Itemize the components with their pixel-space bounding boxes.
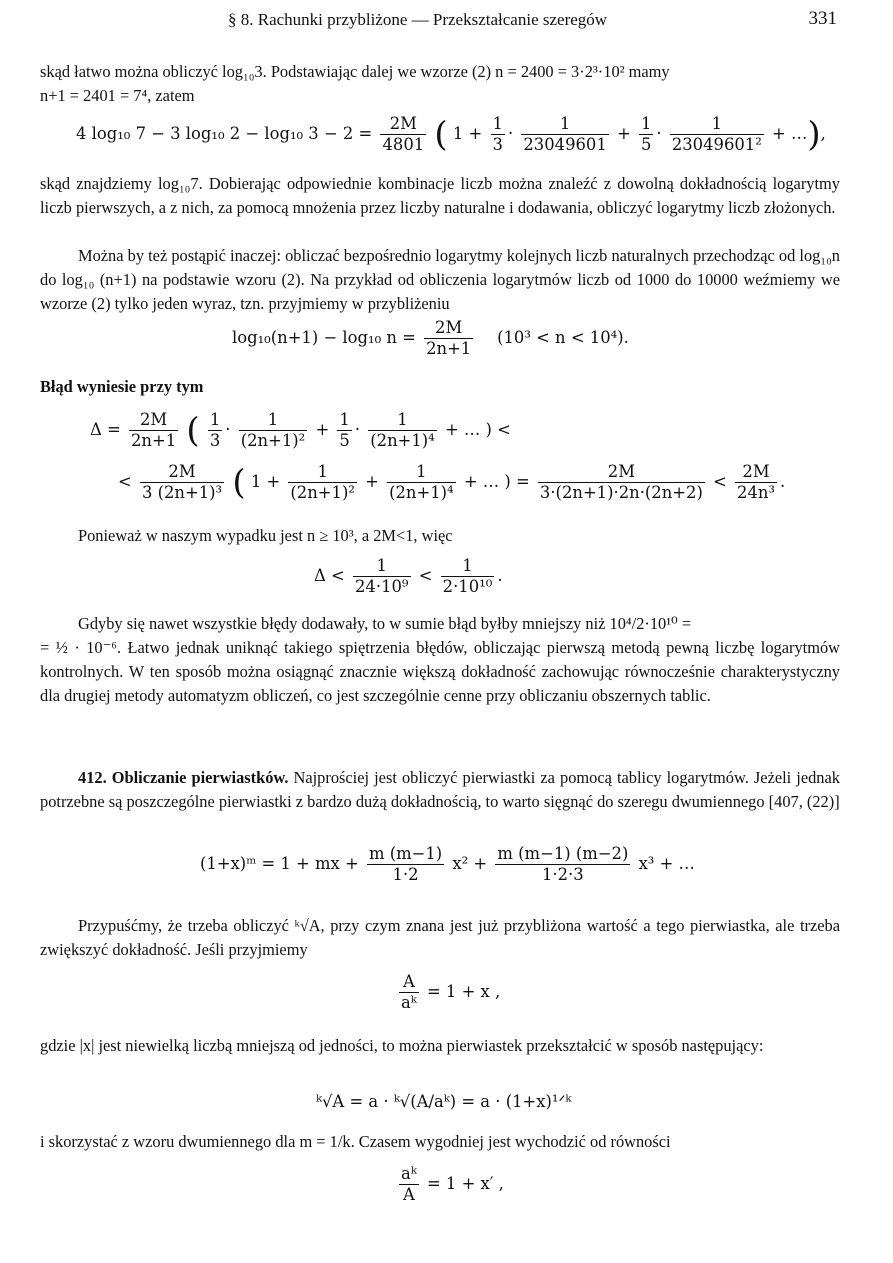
paragraph-3: Można by też postąpić inaczej: obliczać bezpośrednio logarytmy kolejnych liczb naturalnych przechodząc od log₁₀n do log₁₀ (n+1) na podstawie wzoru (2). Na przykład od obliczenia logarytmów liczb od 1000 do 10000 weźmiemy we wzorze (2) tylko jeden wyraz, tzn. przyjmiemy w przybliżeniu xyxy=(40,246,840,313)
section-title: Obliczanie pierwiastków. xyxy=(111,768,289,787)
paragraph-2: skąd znajdziemy log₁₀7. Dobierając odpowiednie kombinacje liczb można znaleźć z dowolną dokładnością logarytmy liczb pierwszych, a z nich, za pomocą mnożenia przez liczby naturalne i dodawania, obliczyć logarytmy liczb złożonych. xyxy=(40,174,840,217)
paragraph-9: i skorzystać z wzoru dwumiennego dla m = 1/k. Czasem wygodniej jest wychodzić od równości xyxy=(40,1132,671,1151)
equation-a-over-ak: $\frac{A}{\text{aᵏ}}$ = 1 + x , xyxy=(401,972,501,1012)
page-header xyxy=(40,10,837,34)
equation-error-bound-1: Δ = $\frac{2M}{2n+1}$ ( $\frac{1}{3}$ · $\frac{1}{\text{(2n+1)²}}$ + $\frac{1}{5}$ · $\frac{1}{\text{(2n+1)⁴}}$ + … ) < xyxy=(90,410,511,451)
paragraph-4: Błąd wyniesie przy tym xyxy=(40,377,204,396)
fraction-2m-4801: $\frac{2M}{4801}$ xyxy=(382,114,425,154)
equation-root-transform: ᵏ√A = a · ᵏ√(A/aᵏ) = a · (1+x)¹ᐟᵏ xyxy=(316,1092,572,1111)
paragraph-1-line-1: skąd łatwo można obliczyć log₁₀3. Podstawiając dalej we wzorze (2) n = 2400 = 3·2³·10² mamy xyxy=(40,62,670,81)
page-number: 331 xyxy=(808,8,837,29)
equation-log7: 4 log₁₀ 7 − 3 log₁₀ 2 − log₁₀ 3 − 2 = $\frac{2M}{4801}$ ( 1 + $\frac{1}{3}$ · $\frac{1}{23049601}$ + $\frac{1}{5}$ · $\frac{1}{\text{23049601²}}$ + …), xyxy=(76,114,826,155)
paragraph-6: Gdyby się nawet wszystkie błędy dodawały, to w sumie błąd byłby mniejszy niż 10⁴/2·10¹⁰ = = ½ · 10⁻⁶. Łatwo jednak uniknąć takiego spiętrzenia błędów, obliczając pierwszą metodą pewną liczbę logarytmów kontrolnych. W ten sposób można osiągnąć znacznie większą dokładność zachowując równocześnie charakterystyczny dla drugiej metody automatyzm obliczeń, co jest szczególnie cenne przy obliczaniu obszernych tablic. xyxy=(40,614,840,705)
equation-delta-bound: Δ < $\frac{1}{\text{24·10⁹}}$ < $\frac{1}{\text{2·10¹⁰}}$ . xyxy=(314,556,503,596)
paragraph-1 xyxy=(40,60,840,108)
running-title: § 8. Rachunki przybliżone — Przekształcanie szeregów xyxy=(228,10,608,29)
paragraph-5: Ponieważ w naszym wypadku jest n ≥ 10³, a 2M<1, więc xyxy=(78,526,453,545)
section-number: 412. xyxy=(78,768,107,787)
paragraph-8: gdzie |x| jest niewielką liczbą mniejszą od jedności, to można pierwiastek przekształcić w sposób następujący: xyxy=(40,1036,764,1055)
equation-log7-lhs: 4 log₁₀ 7 − 3 log₁₀ 2 − log₁₀ 3 − 2 = xyxy=(76,124,373,143)
section-text: Najprościej jest obliczyć pierwiastki za pomocą tablicy logarytmów. Jeżeli jednak potrzebne są poszczególne pierwiastki z bardzo dużą dokładnością, to warto sięgnąć do szeregu dwumiennego [407, (22)] xyxy=(40,768,840,811)
equation-error-bound-2: < $\frac{2M}{\text{3 (2n+1)³}}$ ( 1 + $\frac{1}{\text{(2n+1)²}}$ + $\frac{1}{\text{(2n+1)⁴}}$ + … ) = $\frac{2M}{3\cdot(2n+1)\cdot 2n\cdot(2n+2)}$ < $\frac{2M}{\text{24n³}}$ . xyxy=(118,462,786,503)
equation-log-difference: log₁₀(n+1) − log₁₀ n = $\frac{2M}{2n+1}$ (10³ < n < 10⁴). xyxy=(232,318,629,358)
equation-ak-over-a: $\frac{\text{aᵏ}}{A}$ = 1 + x′ , xyxy=(401,1164,504,1204)
section-412 xyxy=(40,766,840,814)
paragraph-1-line-2: n+1 = 2401 = 7⁴, zatem xyxy=(40,86,195,105)
paragraph-7: Przypuśćmy, że trzeba obliczyć ᵏ√A, przy czym znana jest już przybliżona wartość a tego pierwiastka, ale trzeba zwiększyć dokładność. Jeśli przyjmiemy xyxy=(40,916,840,959)
equation-binomial-series: (1+x)ᵐ = 1 + mx + $\frac{m (m-1)}{1\cdot 2}$ x² + $\frac{m (m-1) (m-2)}{1\cdot 2\cdot 3}$ x³ + … xyxy=(200,844,695,884)
